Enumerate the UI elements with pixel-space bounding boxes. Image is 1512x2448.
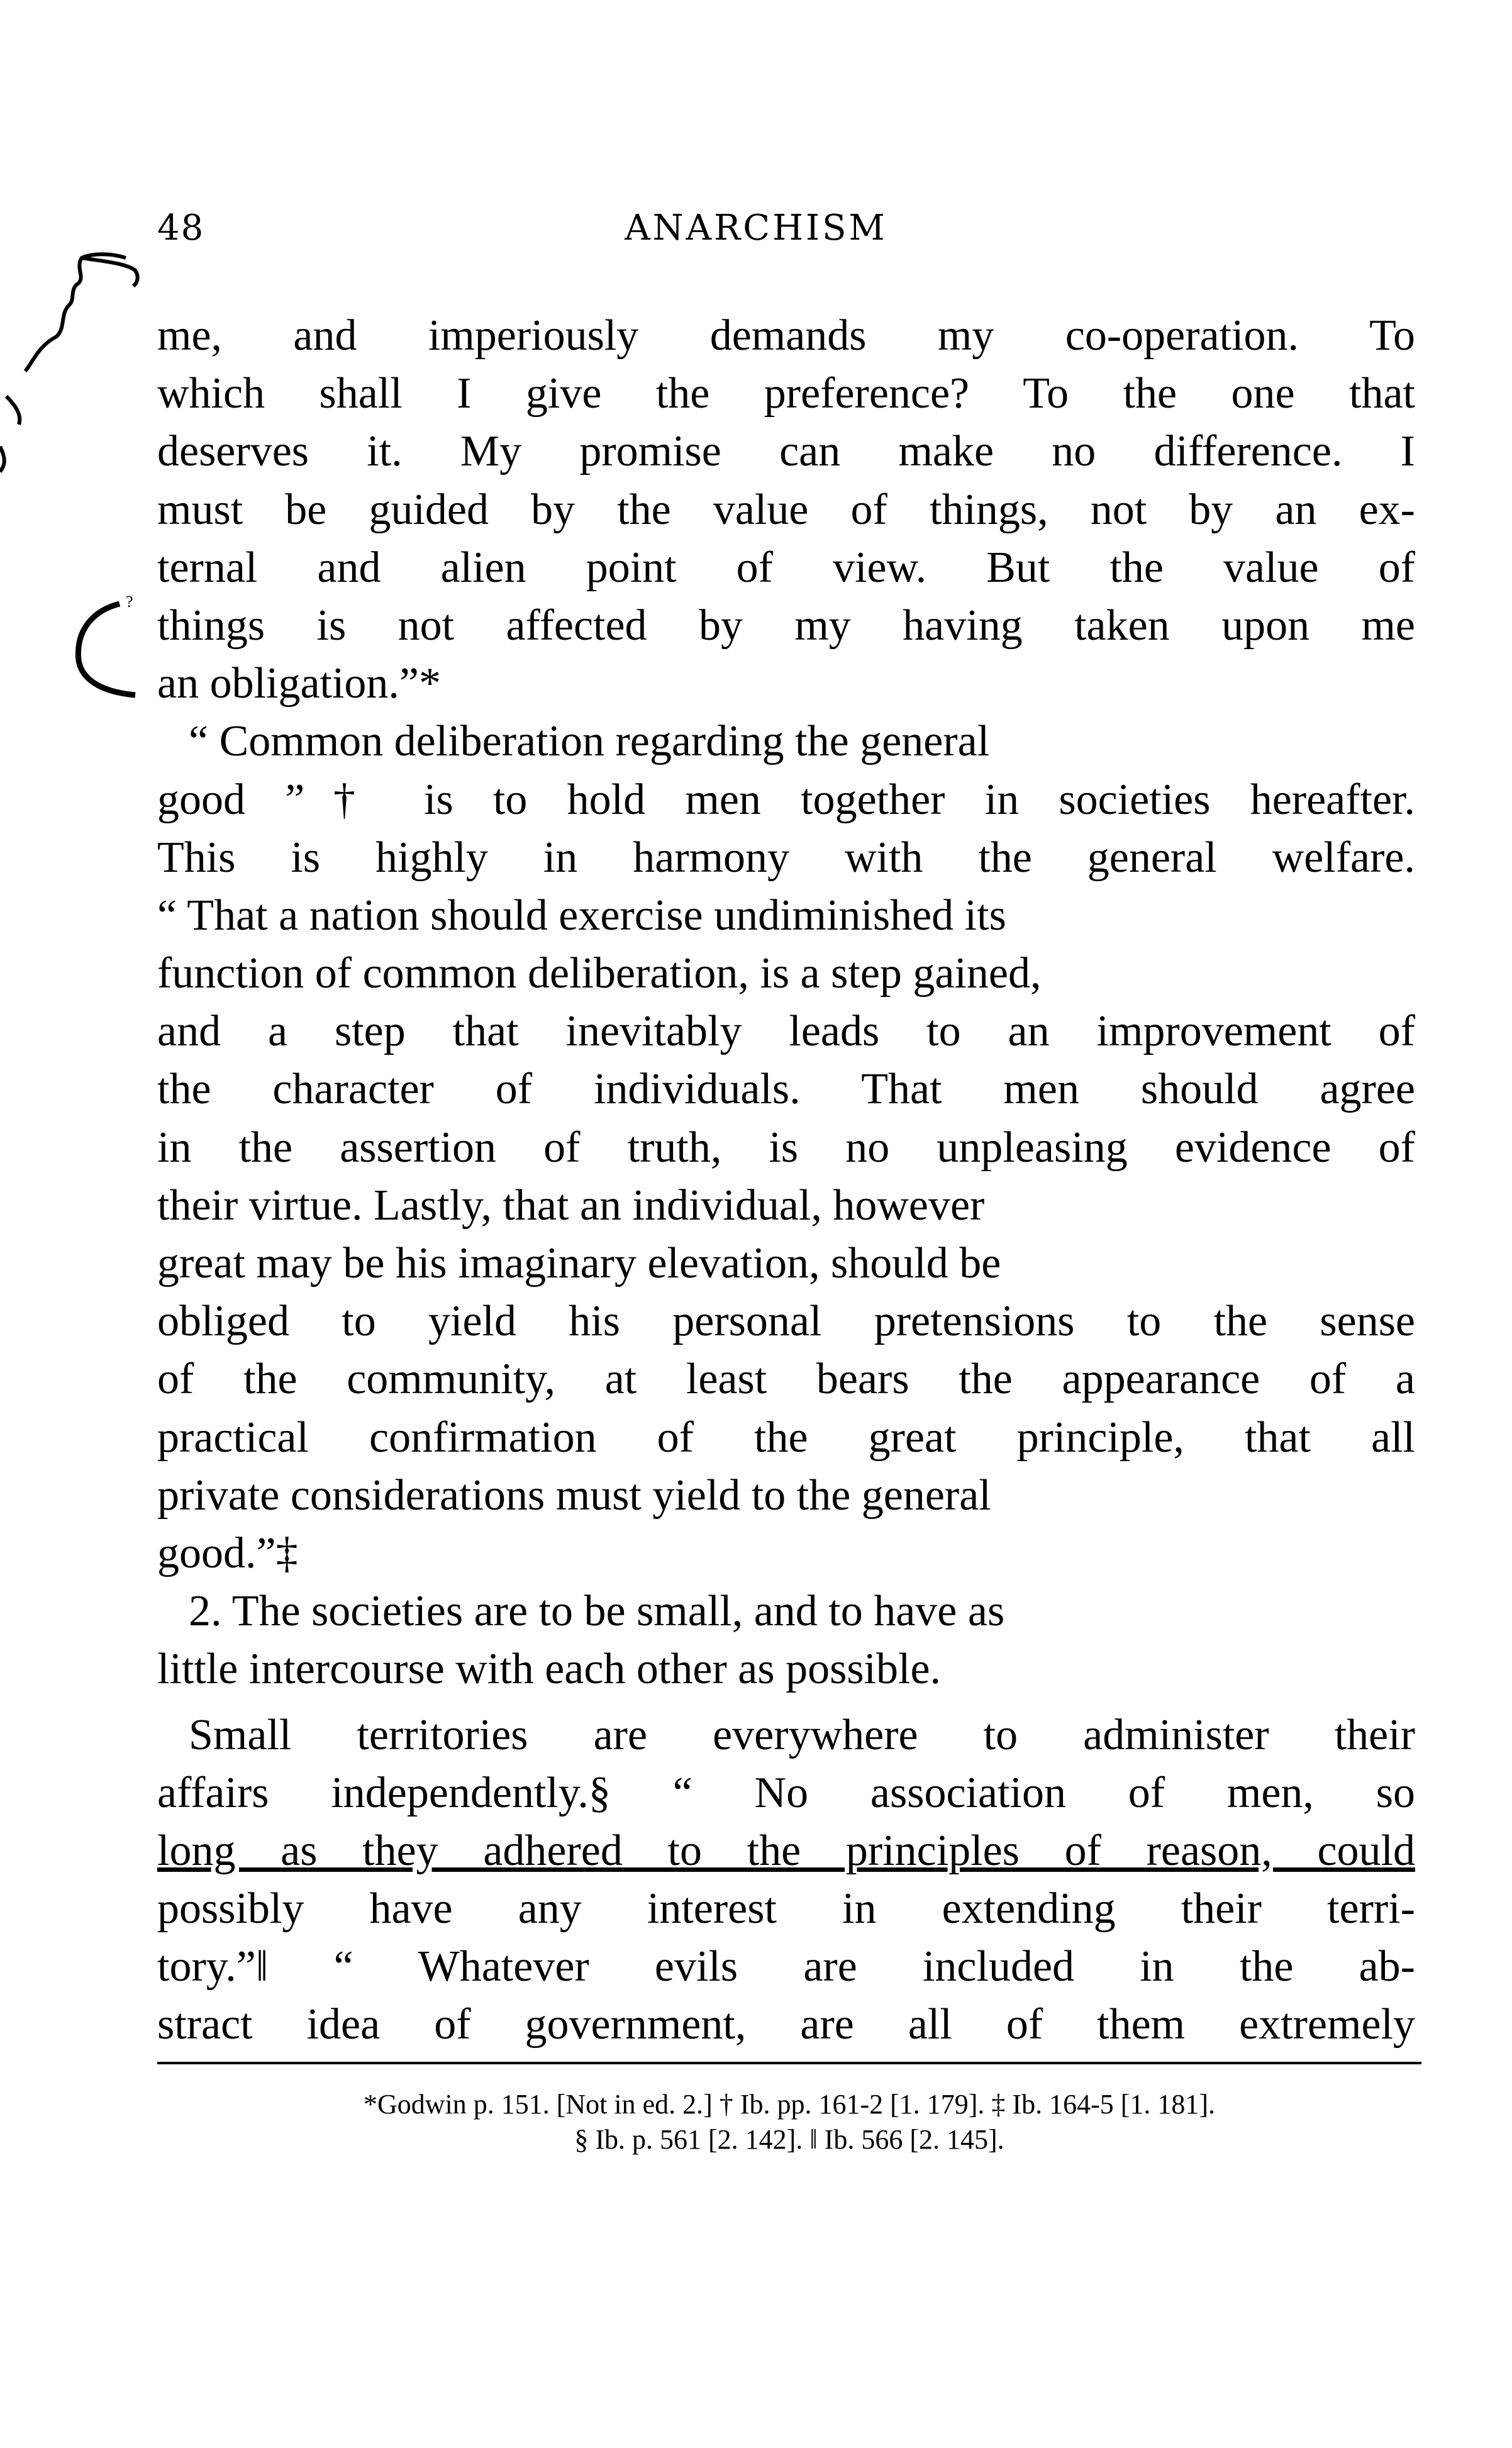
text-line: This is highly in harmony with the general welfare. — [157, 833, 1415, 882]
text-line: good.”‡ — [157, 1528, 298, 1577]
footnote-line: § Ib. p. 561 [2. 142]. ‖ Ib. 566 [2. 145]. — [574, 2124, 1004, 2155]
text-line: deserves it. My promise can make no difference. I — [157, 427, 1415, 476]
text-line: function of common deliberation, is a step gained, — [157, 949, 1042, 998]
text-line: obliged to yield his personal pretensions to the sense — [157, 1297, 1415, 1346]
text-line: private considerations must yield to the general — [157, 1471, 991, 1520]
text-line: affairs independently.§ “ No association of men, so — [157, 1768, 1415, 1817]
text-line: which shall I give the preference? To the one that — [157, 369, 1415, 418]
text-line: ternal and alien point of view. But the value of — [157, 543, 1415, 592]
footnote-line: *Godwin p. 151. [Not in ed. 2.] † Ib. pp. 161-2 [1. 179]. ‡ Ib. 164-5 [1. 181]. — [363, 2089, 1216, 2120]
handwritten-margin-annotation — [0, 189, 164, 893]
text-line: things is not affected by my having taken upon me — [157, 601, 1415, 650]
running-head: ANARCHISM — [625, 208, 887, 248]
text-line: little intercourse with each other as possible. — [157, 1645, 942, 1694]
svg-text:?: ? — [126, 593, 133, 611]
body-text — [157, 307, 1415, 2054]
text-line: tory.”‖ “ Whatever evils are included in the ab- — [157, 1942, 1415, 1991]
text-line: stract idea of government, are all of them extremely — [157, 2000, 1415, 2049]
text-line-marked: long as they adhered to the principles of reason, could — [157, 1826, 1415, 1875]
footnotes — [157, 2087, 1421, 2157]
text-line: 2. The societies are to be small, and to have as — [189, 1587, 1005, 1636]
text-line: the character of individuals. That men should agree — [157, 1065, 1415, 1114]
text-line: me, and imperiously demands my co-operation. To — [157, 311, 1415, 360]
text-line: practical confirmation of the great principle, that all — [157, 1413, 1415, 1462]
footnote-rule — [157, 2062, 1421, 2064]
text-line: and a step that inevitably leads to an improvement of — [157, 1007, 1415, 1056]
text-line: must be guided by the value of things, not by an ex- — [157, 485, 1415, 534]
text-line: good ”† is to hold men together in societies hereafter. — [157, 775, 1415, 824]
page-number: 48 — [157, 208, 205, 248]
text-line: Small territories are everywhere to administer their — [189, 1710, 1415, 1759]
text-line: their virtue. Lastly, that an individual, however — [157, 1181, 985, 1230]
text-line: great may be his imaginary elevation, should be — [157, 1239, 1001, 1288]
text-line: “ That a nation should exercise undiminished its — [157, 891, 1006, 940]
text-line: possibly have any interest in extending their terri- — [157, 1884, 1415, 1933]
text-line: of the community, at least bears the appearance of a — [157, 1355, 1415, 1404]
text-line: “ Common deliberation regarding the general — [189, 717, 990, 766]
text-line: an obligation.”* — [157, 659, 442, 708]
text-line: in the assertion of truth, is no unpleasing evidence of — [157, 1123, 1415, 1172]
